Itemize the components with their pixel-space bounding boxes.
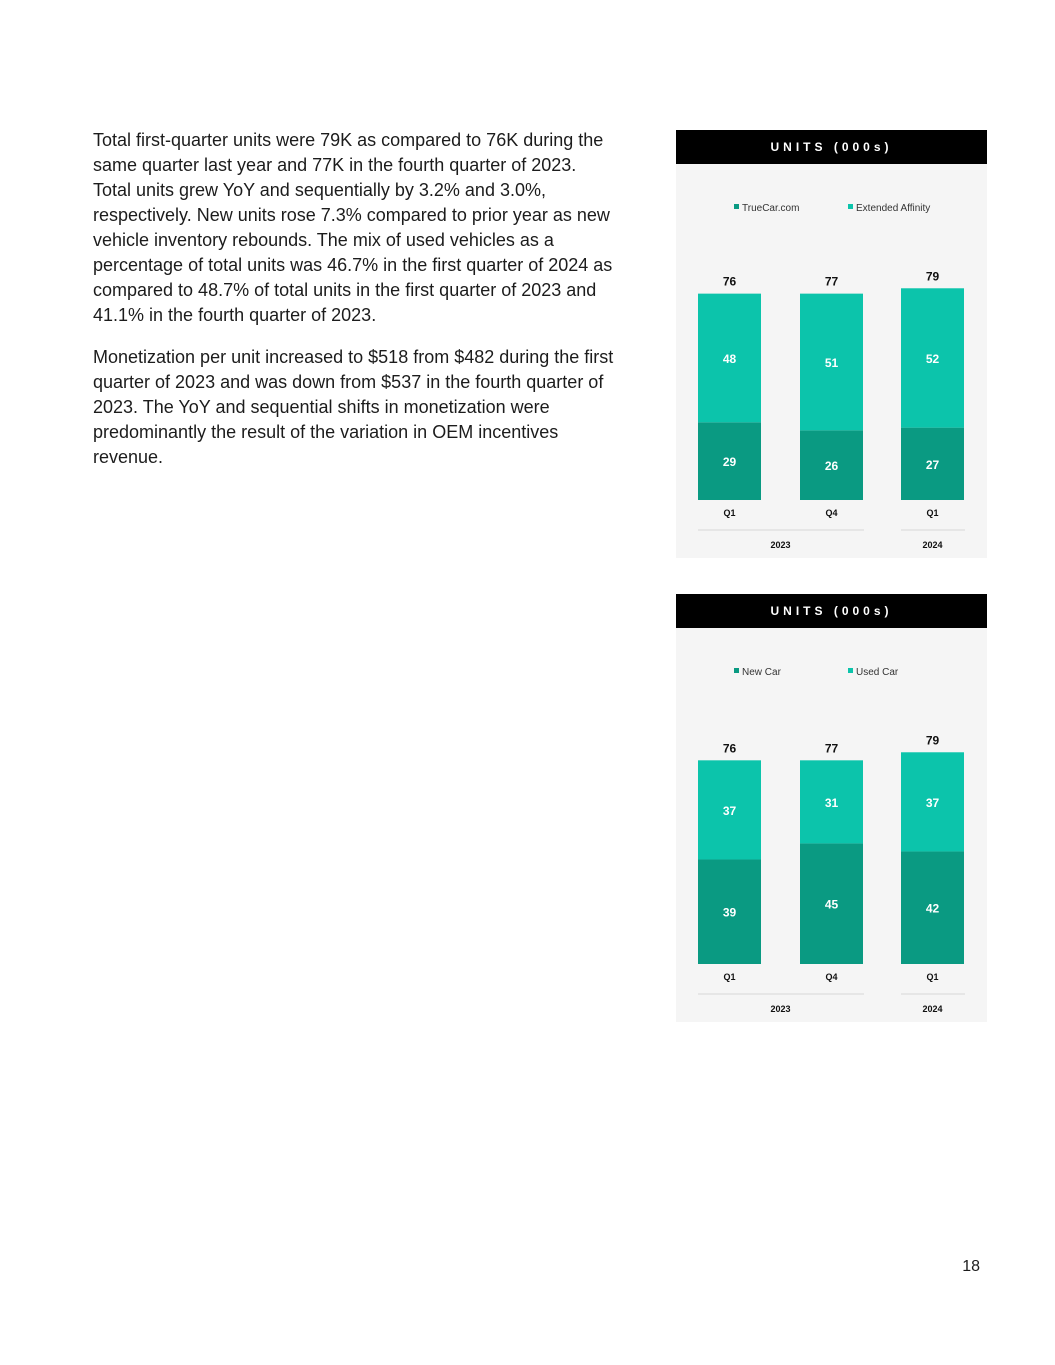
total-label: 76 [722, 741, 737, 756]
data-label: 42 [925, 901, 940, 916]
year-group-label: 2024 [922, 540, 943, 550]
x-tick-label: Q1 [926, 508, 939, 518]
legend-swatch [734, 204, 739, 209]
body-text [93, 128, 618, 487]
data-label: 45 [824, 897, 839, 912]
paragraph-units: Total first-quarter units were 79K as compared to 76K during the same quarter last year and 77K in the fourth quarter of 2023. Total units grew YoY and sequentially by 3.2% and 3.0%, respectively. New units rose 7.3% compared to prior year as new vehicle inventory rebounds. The mix of used vehicles as a percentage of total units was 46.7% in the first quarter of 2024 as compared to 48.7% of total units in the first quarter of 2023 and 41.1% in the fourth quarter of 2023. [93, 130, 613, 325]
data-label: 52 [925, 351, 940, 366]
chart-title: UNITS (000s) [676, 130, 987, 164]
total-label: 79 [925, 269, 940, 284]
units-chart-channel [676, 130, 987, 558]
data-label: 27 [925, 457, 940, 472]
data-label: 37 [925, 795, 940, 810]
x-tick-label: Q4 [825, 508, 838, 518]
data-label: 26 [824, 459, 839, 474]
data-label: 29 [722, 455, 737, 470]
x-tick-label: Q1 [723, 972, 736, 982]
chart-title: UNITS (000s) [676, 594, 987, 628]
legend-swatch [848, 668, 853, 673]
data-label: 39 [722, 905, 737, 920]
units-chart-channel-plot [676, 130, 987, 558]
x-tick-label: Q1 [926, 972, 939, 982]
year-group-label: 2023 [770, 1004, 791, 1014]
units-chart-vehicle-type [676, 594, 987, 1022]
legend-label-series-2: Extended Affinity [856, 203, 931, 214]
x-tick-label: Q4 [825, 972, 838, 982]
total-label: 77 [824, 741, 839, 756]
total-label: 76 [722, 274, 737, 289]
units-chart-vehicle-type-plot [676, 594, 987, 1022]
total-label: 77 [824, 274, 839, 289]
paragraph-monetization: Monetization per unit increased to $518 from $482 during the first quarter of 2023 and was down from $537 in the fourth quarter of 2023. The YoY and sequential shifts in monetization were predominantly the result of the variation in OEM incentives revenue. [93, 347, 614, 467]
legend-label-series-2: Used Car [856, 667, 899, 678]
page-number: 18 [962, 1258, 980, 1275]
data-label: 37 [722, 803, 737, 818]
data-label: 48 [722, 351, 737, 366]
year-group-label: 2023 [770, 540, 791, 550]
legend-label-series-1: TrueCar.com [742, 203, 800, 214]
data-label: 31 [824, 795, 839, 810]
x-tick-label: Q1 [723, 508, 736, 518]
legend-swatch [734, 668, 739, 673]
data-label: 51 [824, 355, 839, 370]
legend-swatch [848, 204, 853, 209]
year-group-label: 2024 [922, 1004, 943, 1014]
legend-label-series-1: New Car [742, 667, 781, 678]
total-label: 79 [925, 733, 940, 748]
